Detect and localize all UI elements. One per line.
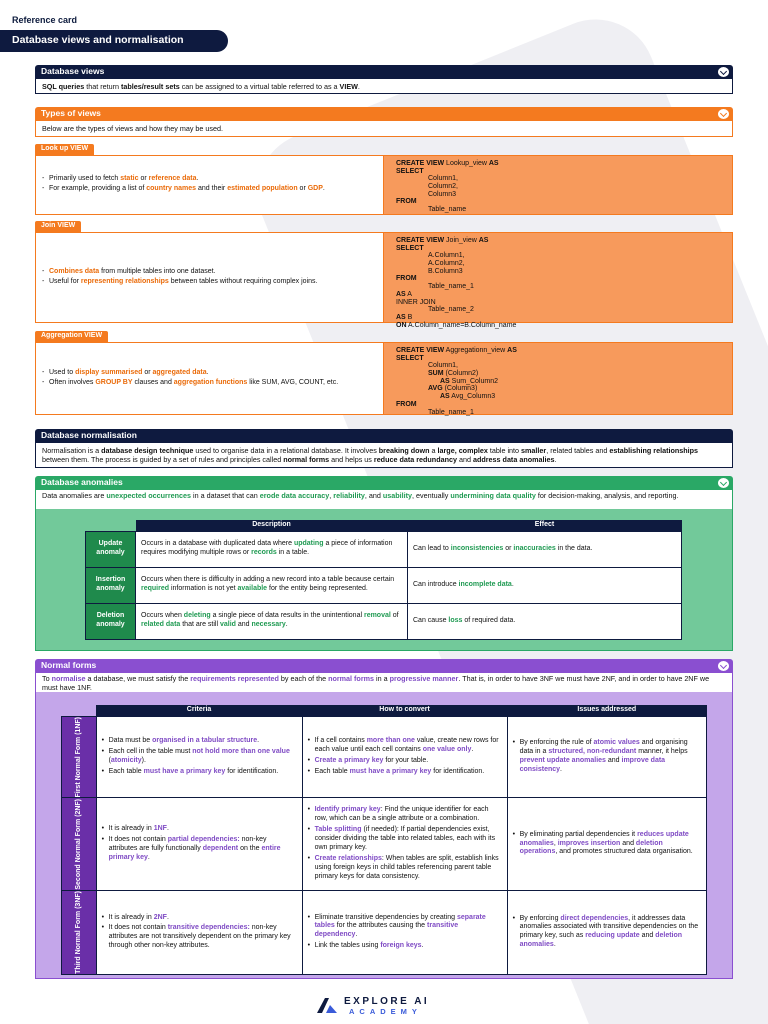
chevron-down-icon[interactable] bbox=[717, 477, 730, 489]
section-title: Normal forms bbox=[41, 660, 97, 670]
join-view-tag: Join VIEW bbox=[35, 221, 81, 232]
how-to-convert-cell: • Eliminate transitive dependencies by creating separate tables for the attributes causing the transitive dependency. • Link the tables using foreign keys. bbox=[302, 891, 507, 975]
effect-cell: Can lead to inconsistencies or inaccuracies in the data. bbox=[408, 531, 682, 567]
table-row bbox=[62, 716, 707, 798]
table-row bbox=[86, 567, 682, 603]
section-header-database-anomalies[interactable] bbox=[35, 476, 733, 490]
list-item: - For example, providing a list of country names and their estimated population or GDP. bbox=[42, 185, 325, 194]
brand-subtitle: ACADEMY bbox=[349, 1007, 422, 1016]
types-intro: Below are the types of views and how they may be used. bbox=[35, 121, 733, 137]
section-title: Database views bbox=[41, 66, 105, 76]
section-header-database-views[interactable] bbox=[35, 65, 733, 79]
join-view-sql-code: CREATE VIEW Join_view AS SELECT A.Column1, A.Column2, B.Column3 FROM Table_name_1 AS A INNER JOIN Table_name_2 AS B ON A.Column_name=B.Column_name bbox=[383, 233, 732, 322]
column-header-how-to-convert: How to convert bbox=[302, 705, 507, 716]
row-label-update-anomaly: Update anomaly bbox=[86, 531, 136, 567]
lookup-view-tag: Look up VIEW bbox=[35, 144, 94, 155]
lookup-view-card bbox=[35, 155, 733, 215]
table-row bbox=[86, 603, 682, 639]
section-title: Database anomalies bbox=[41, 477, 123, 487]
row-label-2nf: Second Normal Form (2NF) bbox=[62, 798, 97, 891]
lookup-view-sql-code: CREATE VIEW Lookup_view AS SELECT Column1, Column2, Column3 FROM Table_name bbox=[383, 156, 732, 214]
issues-addressed-cell: • By enforcing direct dependencies, it addresses data anomalies associated with transitive dependencies on the primary key, such as reducing update and deletion anomalies. bbox=[507, 891, 706, 975]
reference-card-label: Reference card bbox=[12, 15, 78, 25]
section-title: Types of views bbox=[41, 108, 101, 118]
list-item: - Often involves GROUP BY clauses and aggregation functions like SUM, AVG, COUNT, etc. bbox=[42, 379, 338, 388]
section-header-database-normalisation[interactable] bbox=[35, 429, 733, 443]
list-item: - Primarily used to fetch static or reference data. bbox=[42, 175, 325, 184]
description-cell: Occurs in a database with duplicated data where updating a piece of information requires modifying multiple rows or records in a table. bbox=[136, 531, 408, 567]
criteria-cell: • It is already in 1NF. • It does not contain partial dependencies: non-key attributes are fully functionally dependent on the entire primary key. bbox=[96, 798, 302, 891]
join-view-card bbox=[35, 232, 733, 329]
list-item: - Used to display summarised or aggregated data. bbox=[42, 369, 338, 378]
description-cell: Occurs when there is difficulty in adding a new record into a table because certain required information is not yet available for the entity being represented. bbox=[136, 567, 408, 603]
column-header-effect: Effect bbox=[408, 520, 682, 531]
table-row bbox=[86, 531, 682, 567]
aggregation-view-tag: Aggregation VIEW bbox=[35, 331, 108, 342]
effect-cell: Can introduce incomplete data. bbox=[408, 567, 682, 603]
issues-addressed-cell: • By enforcing the rule of atomic values and organising data in a structured, non-redundant manner, it helps prevent update anomalies and improve data consistency. bbox=[507, 716, 706, 798]
anomalies-table bbox=[85, 520, 682, 640]
row-label-1nf: First Normal Form (1NF) bbox=[62, 716, 97, 798]
section-header-normal-forms[interactable] bbox=[35, 659, 733, 673]
criteria-cell: • Data must be organised in a tabular structure. • Each cell in the table must not hold more than one value (atomicity). • Each table must have a primary key for identification. bbox=[96, 716, 302, 798]
chevron-down-icon[interactable] bbox=[717, 660, 730, 672]
section-title: Database normalisation bbox=[41, 430, 137, 440]
join-view-description bbox=[36, 233, 383, 322]
criteria-cell: • It is already in 2NF. • It does not contain transitive dependencies: non-key attributes are not transitively dependent on the primary key through other non-key attributes. bbox=[96, 891, 302, 975]
row-label-3nf: Third Normal Form (3NF) bbox=[62, 891, 97, 975]
explore-ai-logo-mark-icon bbox=[317, 997, 337, 1013]
column-header-description: Description bbox=[136, 520, 408, 531]
table-row bbox=[62, 891, 707, 975]
how-to-convert-cell: • Identify primary key: Find the unique identifier for each row, which can be a single attribute or a combination. • Table splitting (if needed): If partial dependencies exist, consider dividing the table into related tables, each with its own primary key. • Create relationships: When tables are split, establish links using foreign keys in child tables referencing parent table primary keys for data consistency. bbox=[302, 798, 507, 891]
normal-forms-intro: To normalise a database, we must satisfy the requirements represented by each of the normal forms in a progressive manner. That is, in order to have 3NF we must have 2NF, and in order to have 2NF we must have 1NF. bbox=[35, 673, 733, 693]
anomalies-intro: Data anomalies are unexpected occurrences in a dataset that can erode data accuracy, reliability, and usability, eventually undermining data quality for decision-making, analysis, and reporting. bbox=[35, 490, 733, 509]
brand-name: EXPLORE AI bbox=[344, 996, 430, 1007]
aggregation-view-card bbox=[35, 342, 733, 415]
aggregation-view-description bbox=[36, 343, 383, 414]
normal-forms-table bbox=[61, 705, 707, 975]
table-row bbox=[62, 798, 707, 891]
list-item: - Combines data from multiple tables into one dataset. bbox=[42, 268, 317, 277]
row-label-insertion-anomaly: Insertion anomaly bbox=[86, 567, 136, 603]
list-item: - Useful for representing relationships between tables without requiring complex joins. bbox=[42, 278, 317, 287]
column-header-issues-addressed: Issues addressed bbox=[507, 705, 706, 716]
how-to-convert-cell: • If a cell contains more than one value, create new rows for each value until each cell contains one value only. • Create a primary key for your table. • Each table must have a primary key for identification. bbox=[302, 716, 507, 798]
chevron-down-icon[interactable] bbox=[717, 108, 730, 120]
views-description: SQL queries that return tables/result sets can be assigned to a virtual table referred to as a VIEW. bbox=[35, 79, 733, 94]
aggregation-view-sql-code: CREATE VIEW Aggregationn_view AS SELECT Column1, SUM (Column2) AS Sum_Column2 AVG (Column3) AS Avg_Column3 FROM Table_name_1 bbox=[383, 343, 732, 414]
chevron-down-icon[interactable] bbox=[717, 66, 730, 78]
section-header-types-of-views[interactable] bbox=[35, 107, 733, 121]
normalisation-description: Normalisation is a database design technique used to organise data in a relational database. It involves breaking down a large, complex table into smaller, related tables and establishing relationships between them. The process is guided by a set of rules and principles called normal forms and helps us reduce data redundancy and address data anomalies. bbox=[35, 443, 733, 468]
column-header-criteria: Criteria bbox=[96, 705, 302, 716]
effect-cell: Can cause loss of required data. bbox=[408, 603, 682, 639]
issues-addressed-cell: • By eliminating partial dependencies it reduces update anomalies, improves insertion and deletion operations, and promotes structured data organisation. bbox=[507, 798, 706, 891]
row-label-deletion-anomaly: Deletion anomaly bbox=[86, 603, 136, 639]
page-title: Database views and normalisation bbox=[0, 30, 228, 52]
explore-ai-academy-logo bbox=[317, 995, 457, 1017]
lookup-view-description bbox=[36, 156, 383, 214]
description-cell: Occurs when deleting a single piece of data results in the unintentional removal of related data that are still valid and necessary. bbox=[136, 603, 408, 639]
